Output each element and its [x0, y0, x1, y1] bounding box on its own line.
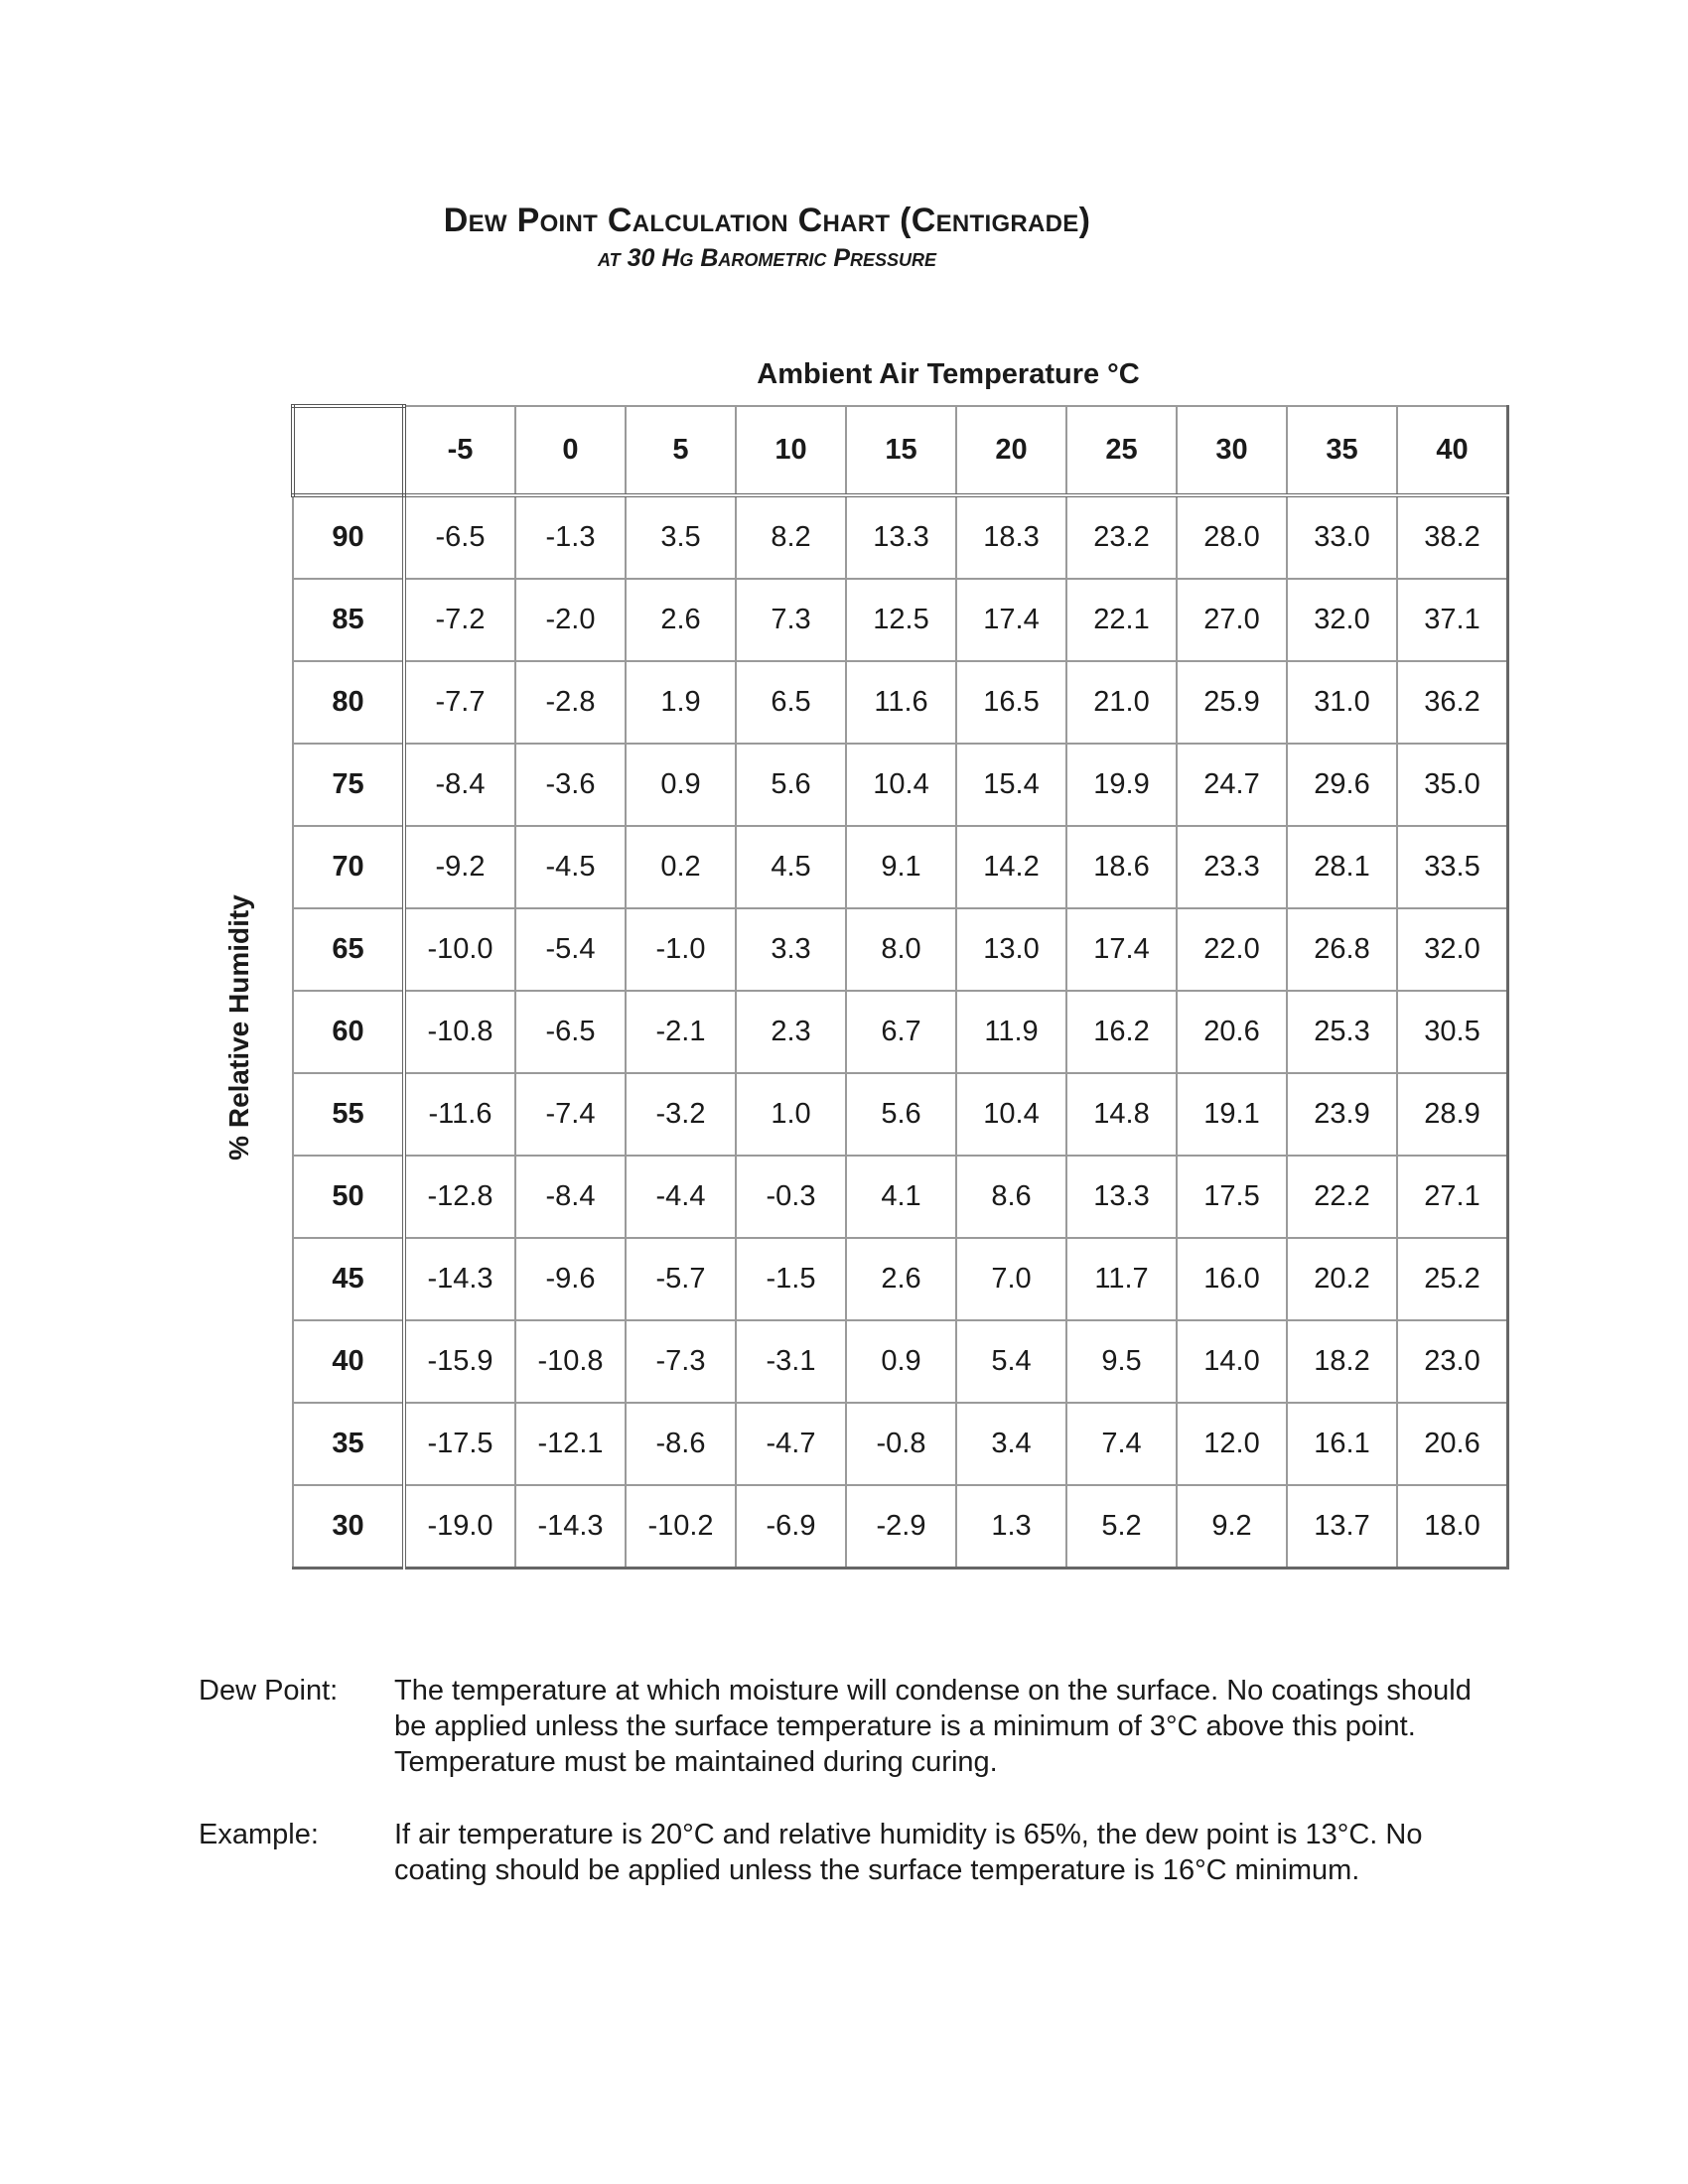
humidity-row-header: 50: [293, 1156, 404, 1238]
dew-point-cell: 0.9: [846, 1320, 956, 1403]
dew-point-cell: 3.3: [736, 908, 846, 991]
dew-point-cell: -19.0: [404, 1485, 515, 1569]
dew-point-cell: 23.0: [1397, 1320, 1508, 1403]
dew-point-cell: 24.7: [1177, 744, 1287, 826]
dew-point-cell: 15.4: [956, 744, 1066, 826]
temperature-header: 30: [1177, 406, 1287, 495]
dew-point-cell: -10.2: [626, 1485, 736, 1569]
dew-point-cell: 2.3: [736, 991, 846, 1073]
dew-point-cell: -5.4: [515, 908, 626, 991]
dew-point-cell: 18.2: [1287, 1320, 1397, 1403]
dew-point-cell: 16.0: [1177, 1238, 1287, 1320]
humidity-row-header: 65: [293, 908, 404, 991]
dew-point-cell: 3.5: [626, 495, 736, 579]
dew-point-cell: 13.3: [846, 495, 956, 579]
dew-point-cell: 13.7: [1287, 1485, 1397, 1569]
dew-point-cell: -5.7: [626, 1238, 736, 1320]
row-axis-label: % Relative Humidity: [223, 894, 254, 1160]
table-row: [293, 579, 1508, 661]
dew-point-cell: -2.1: [626, 991, 736, 1073]
table-row: [293, 1156, 1508, 1238]
dew-point-cell: -9.2: [404, 826, 515, 908]
dew-point-cell: -3.1: [736, 1320, 846, 1403]
dew-point-cell: -6.5: [404, 495, 515, 579]
dew-point-cell: 20.6: [1397, 1403, 1508, 1485]
dew-point-cell: 37.1: [1397, 579, 1508, 661]
dew-point-cell: 5.2: [1066, 1485, 1177, 1569]
humidity-row-header: 40: [293, 1320, 404, 1403]
dew-point-cell: 35.0: [1397, 744, 1508, 826]
table-row: [293, 661, 1508, 744]
dew-point-cell: 30.5: [1397, 991, 1508, 1073]
dew-point-cell: -8.6: [626, 1403, 736, 1485]
dew-point-cell: 2.6: [846, 1238, 956, 1320]
dew-point-cell: 7.3: [736, 579, 846, 661]
table-row: [293, 1073, 1508, 1156]
dew-point-cell: -4.7: [736, 1403, 846, 1485]
dew-point-cell: 4.1: [846, 1156, 956, 1238]
dew-point-cell: -10.8: [404, 991, 515, 1073]
dew-point-cell: 18.0: [1397, 1485, 1508, 1569]
humidity-row-header: 60: [293, 991, 404, 1073]
dew-point-cell: 1.3: [956, 1485, 1066, 1569]
dew-point-cell: 23.2: [1066, 495, 1177, 579]
table-row: [293, 826, 1508, 908]
dew-point-cell: -9.6: [515, 1238, 626, 1320]
dew-point-cell: 25.2: [1397, 1238, 1508, 1320]
dew-point-cell: 2.6: [626, 579, 736, 661]
dew-point-cell: -1.0: [626, 908, 736, 991]
table-row: [293, 1320, 1508, 1403]
dew-point-cell: 12.5: [846, 579, 956, 661]
dew-point-cell: 11.6: [846, 661, 956, 744]
dew-point-cell: 4.5: [736, 826, 846, 908]
dew-point-cell: 23.3: [1177, 826, 1287, 908]
dew-point-cell: 1.9: [626, 661, 736, 744]
dew-point-cell: 9.2: [1177, 1485, 1287, 1569]
dew-point-cell: -8.4: [404, 744, 515, 826]
dew-point-cell: 8.6: [956, 1156, 1066, 1238]
dew-point-cell: 18.6: [1066, 826, 1177, 908]
table-row: [293, 1403, 1508, 1485]
dew-point-cell: 10.4: [956, 1073, 1066, 1156]
dew-point-cell: 13.3: [1066, 1156, 1177, 1238]
dew-point-cell: 16.2: [1066, 991, 1177, 1073]
dew-point-cell: -12.1: [515, 1403, 626, 1485]
humidity-row-header: 30: [293, 1485, 404, 1569]
dew-point-cell: 7.4: [1066, 1403, 1177, 1485]
dew-point-cell: 10.4: [846, 744, 956, 826]
dew-point-cell: -12.8: [404, 1156, 515, 1238]
dew-point-cell: 23.9: [1287, 1073, 1397, 1156]
example-note-label: Example:: [199, 1819, 319, 1850]
dew-point-cell: 25.3: [1287, 991, 1397, 1073]
dew-point-cell: 22.1: [1066, 579, 1177, 661]
dew-point-cell: 0.9: [626, 744, 736, 826]
dew-point-cell: 11.7: [1066, 1238, 1177, 1320]
dew-point-cell: 16.1: [1287, 1403, 1397, 1485]
dew-point-cell: 28.1: [1287, 826, 1397, 908]
humidity-row-header: 55: [293, 1073, 404, 1156]
dew-point-cell: 9.1: [846, 826, 956, 908]
dew-point-cell: -4.5: [515, 826, 626, 908]
dew-point-cell: -15.9: [404, 1320, 515, 1403]
temperature-header: 10: [736, 406, 846, 495]
dew-point-cell: -1.3: [515, 495, 626, 579]
table-corner-cell: [293, 406, 404, 495]
dew-point-cell: 27.1: [1397, 1156, 1508, 1238]
humidity-row-header: 85: [293, 579, 404, 661]
dew-point-note-label: Dew Point:: [199, 1675, 339, 1706]
dew-point-cell: 32.0: [1397, 908, 1508, 991]
dew-point-cell: -6.5: [515, 991, 626, 1073]
dew-point-cell: 22.0: [1177, 908, 1287, 991]
temperature-header: 5: [626, 406, 736, 495]
dew-point-cell: 20.2: [1287, 1238, 1397, 1320]
dew-point-cell: 27.0: [1177, 579, 1287, 661]
dew-point-cell: -0.3: [736, 1156, 846, 1238]
dew-point-cell: 6.5: [736, 661, 846, 744]
dew-point-cell: 31.0: [1287, 661, 1397, 744]
dew-point-cell: 19.9: [1066, 744, 1177, 826]
dew-point-cell: 14.8: [1066, 1073, 1177, 1156]
header-row: [293, 406, 1508, 495]
humidity-row-header: 45: [293, 1238, 404, 1320]
page-subtitle: at 30 Hg Barometric Pressure: [597, 244, 937, 272]
dew-point-cell: 25.9: [1177, 661, 1287, 744]
dew-point-cell: 8.0: [846, 908, 956, 991]
dew-point-cell: 26.8: [1287, 908, 1397, 991]
table-row: [293, 1485, 1508, 1569]
dew-point-cell: -8.4: [515, 1156, 626, 1238]
dew-point-cell: -14.3: [404, 1238, 515, 1320]
dew-point-cell: 17.4: [1066, 908, 1177, 991]
dew-point-cell: -17.5: [404, 1403, 515, 1485]
dew-point-cell: -0.8: [846, 1403, 956, 1485]
dew-point-cell: 21.0: [1066, 661, 1177, 744]
dew-point-cell: -10.0: [404, 908, 515, 991]
humidity-row-header: 80: [293, 661, 404, 744]
dew-point-cell: 28.9: [1397, 1073, 1508, 1156]
dew-point-cell: 17.4: [956, 579, 1066, 661]
dew-point-cell: 22.2: [1287, 1156, 1397, 1238]
dew-point-cell: 12.0: [1177, 1403, 1287, 1485]
dew-point-cell: 18.3: [956, 495, 1066, 579]
table-row: [293, 744, 1508, 826]
dew-point-cell: 5.6: [736, 744, 846, 826]
temperature-header: 25: [1066, 406, 1177, 495]
dew-point-cell: -7.2: [404, 579, 515, 661]
dew-point-cell: 19.1: [1177, 1073, 1287, 1156]
page-title: Dew Point Calculation Chart (Centigrade): [443, 202, 1091, 239]
dew-point-cell: 5.4: [956, 1320, 1066, 1403]
dew-point-cell: -14.3: [515, 1485, 626, 1569]
dew-point-cell: 11.9: [956, 991, 1066, 1073]
temperature-header: 40: [1397, 406, 1508, 495]
dew-point-cell: 13.0: [956, 908, 1066, 991]
table-row: [293, 1238, 1508, 1320]
dew-point-cell: 0.2: [626, 826, 736, 908]
dew-point-cell: -4.4: [626, 1156, 736, 1238]
dew-point-cell: 6.7: [846, 991, 956, 1073]
dew-point-cell: -7.3: [626, 1320, 736, 1403]
example-note: [199, 1817, 1529, 1888]
dew-point-cell: -3.6: [515, 744, 626, 826]
dew-point-cell: -2.9: [846, 1485, 956, 1569]
dew-point-cell: 36.2: [1397, 661, 1508, 744]
dew-point-cell: 32.0: [1287, 579, 1397, 661]
dew-point-cell: -1.5: [736, 1238, 846, 1320]
dew-point-cell: 1.0: [736, 1073, 846, 1156]
dew-point-cell: 17.5: [1177, 1156, 1287, 1238]
dew-point-cell: -7.4: [515, 1073, 626, 1156]
humidity-row-header: 90: [293, 495, 404, 579]
dew-point-cell: 16.5: [956, 661, 1066, 744]
dew-point-cell: -11.6: [404, 1073, 515, 1156]
dew-point-cell: 7.0: [956, 1238, 1066, 1320]
table-row: [293, 908, 1508, 991]
dew-point-cell: 14.2: [956, 826, 1066, 908]
column-axis-label: Ambient Air Temperature °C: [757, 358, 1140, 390]
dew-point-cell: 33.0: [1287, 495, 1397, 579]
humidity-row-header: 75: [293, 744, 404, 826]
humidity-row-header: 70: [293, 826, 404, 908]
dew-point-cell: -7.7: [404, 661, 515, 744]
temperature-header: 15: [846, 406, 956, 495]
dew-point-cell: 33.5: [1397, 826, 1508, 908]
dew-point-cell: 9.5: [1066, 1320, 1177, 1403]
table-row: [293, 991, 1508, 1073]
dew-point-cell: 38.2: [1397, 495, 1508, 579]
dew-point-cell: -3.2: [626, 1073, 736, 1156]
dew-point-cell: 5.6: [846, 1073, 956, 1156]
dew-point-cell: 28.0: [1177, 495, 1287, 579]
table-header: [293, 406, 1508, 495]
dew-point-cell: 8.2: [736, 495, 846, 579]
example-note-text: If air temperature is 20°C and relative humidity is 65%, the dew point is 13°C. No coating should be applied unless the surface temperature is 16°C minimum.: [394, 1819, 1423, 1886]
dew-point-note: [199, 1673, 1529, 1780]
dew-point-cell: 29.6: [1287, 744, 1397, 826]
dew-point-cell: 20.6: [1177, 991, 1287, 1073]
humidity-row-header: 35: [293, 1403, 404, 1485]
dew-point-table: [291, 404, 1509, 1570]
dew-point-cell: -2.8: [515, 661, 626, 744]
temperature-header: 35: [1287, 406, 1397, 495]
dew-point-cell: -10.8: [515, 1320, 626, 1403]
dew-point-cell: 3.4: [956, 1403, 1066, 1485]
dew-point-note-text: The temperature at which moisture will condense on the surface. No coatings should be applied unless the surface temperature is a minimum of 3°C above this point. Temperature must be maintained during curing.: [394, 1675, 1472, 1778]
temperature-header: 0: [515, 406, 626, 495]
temperature-header: 20: [956, 406, 1066, 495]
dew-point-cell: 14.0: [1177, 1320, 1287, 1403]
dew-point-cell: -2.0: [515, 579, 626, 661]
dew-point-cell: -6.9: [736, 1485, 846, 1569]
table-body: [293, 495, 1508, 1569]
table-row: [293, 495, 1508, 579]
temperature-header: -5: [404, 406, 515, 495]
